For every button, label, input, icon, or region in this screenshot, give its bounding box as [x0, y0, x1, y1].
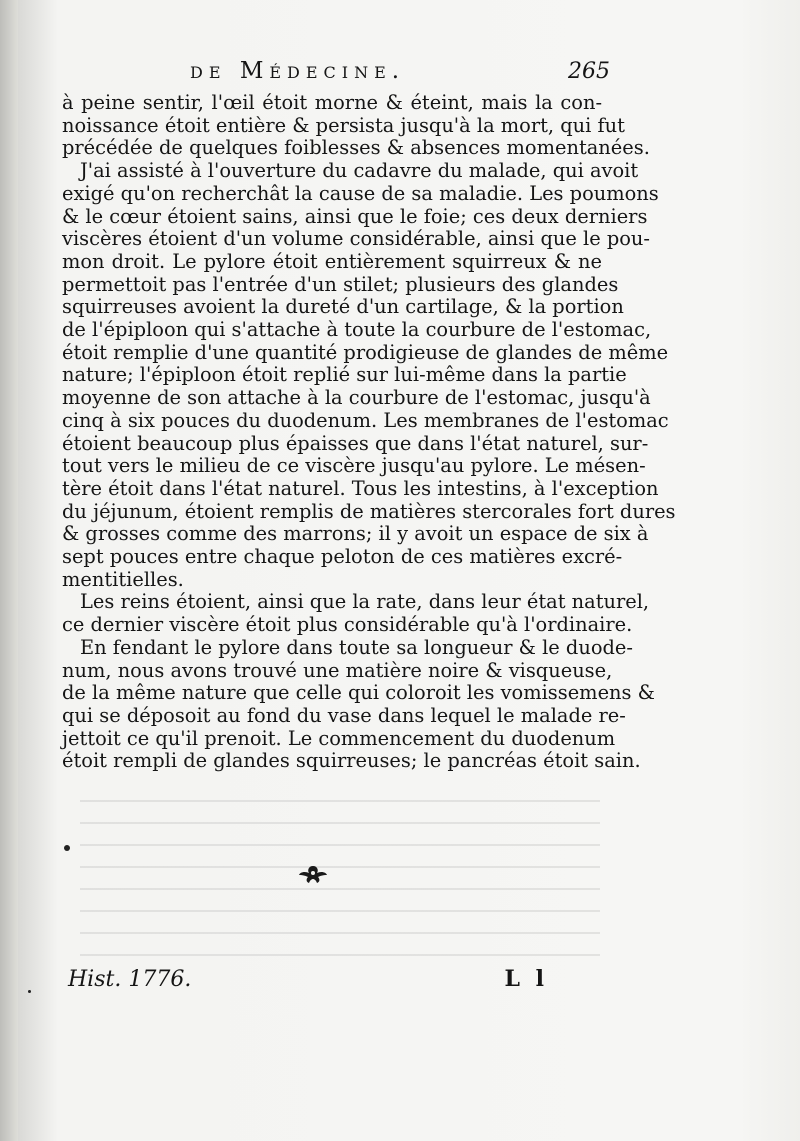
text-line: mon droit. Le pylore étoit entièrement squirreux & ne: [62, 249, 602, 273]
text-line: nature; l'épiploon étoit replié sur lui-même dans la partie: [62, 363, 627, 387]
text-line: de l'épiploon qui s'attache à toute la courbure de l'estomac,: [62, 318, 652, 342]
text-line: jettoit ce qu'il prenoit. Le commencement du duodenum: [62, 726, 616, 750]
text-line: J'ai assisté à l'ouverture du cadavre du malade, qui avoit: [80, 159, 639, 183]
text-line: exigé qu'on recherchât la cause de sa maladie. Les poumons: [62, 181, 659, 205]
text-line: permettoit pas l'entrée d'un stilet; plusieurs des glandes: [62, 272, 619, 296]
running-title: de Médecine.: [190, 58, 406, 84]
text-line: étoit rempli de glandes squirreuses; le pancréas étoit sain.: [62, 749, 641, 773]
page-header: [190, 58, 610, 92]
text-line: cinq à six pouces du duodenum. Les membranes de l'estomac: [62, 408, 669, 432]
text-line: de la même nature que celle qui coloroit les vomissemens &: [62, 681, 655, 705]
text-line: tère étoit dans l'état naturel. Tous les intestins, à l'exception: [62, 476, 659, 500]
text-line: En fendant le pylore dans toute sa longueur & le duode-: [80, 635, 633, 659]
text-line: du jéjunum, étoient remplis de matières stercorales fort dures: [62, 499, 676, 523]
text-line: mentitielles.: [62, 567, 184, 591]
ink-speck: [64, 845, 70, 851]
text-line: viscères étoient d'un volume considérable, ainsi que le pou-: [62, 227, 650, 251]
signature-mark: Hist. 1776.: [68, 967, 192, 992]
text-line: ce dernier viscère étoit plus considérable qu'à l'ordinaire.: [62, 613, 633, 637]
gathering-signature: L l: [504, 966, 548, 992]
text-line: tout vers le milieu de ce viscère jusqu'au pylore. Le mésen-: [62, 454, 646, 478]
text-line: Les reins étoient, ainsi que la rate, dans leur état naturel,: [80, 590, 650, 614]
text-line: à peine sentir, l'œil étoit morne & éteint, mais la con-: [62, 91, 602, 114]
fleuron-ornament-icon: [295, 862, 331, 886]
text-line: num, nous avons trouvé une matière noire & visqueuse,: [62, 658, 613, 682]
text-line: sept pouces entre chaque peloton de ces matières excré-: [62, 545, 623, 569]
text-line: noissance étoit entière & persista jusqu'à la mort, qui fut: [62, 113, 625, 137]
page-footer: [68, 966, 548, 1000]
text-line: qui se déposoit au fond du vase dans lequel le malade re-: [62, 703, 626, 727]
text-line: squirreuses avoient la dureté d'un cartilage, & la portion: [62, 295, 624, 319]
page-binding-edge: [0, 0, 18, 1141]
text-line: étoit remplie d'une quantité prodigieuse de glandes de même: [62, 340, 669, 364]
text-line: moyenne de son attache à la courbure de l'estomac, jusqu'à: [62, 386, 651, 410]
text-line: & grosses comme des marrons; il y avoit un espace de six à: [62, 522, 649, 546]
text-line: & le cœur étoient sains, ainsi que le foie; ces deux derniers: [62, 204, 648, 228]
body-text: [62, 91, 676, 773]
text-line: étoient beaucoup plus épaisses que dans l'état naturel, sur-: [62, 431, 649, 455]
page-number: 265: [568, 59, 610, 84]
ink-speck: [28, 990, 31, 993]
text-line: précédée de quelques foiblesses & absences momentanées.: [62, 136, 650, 160]
